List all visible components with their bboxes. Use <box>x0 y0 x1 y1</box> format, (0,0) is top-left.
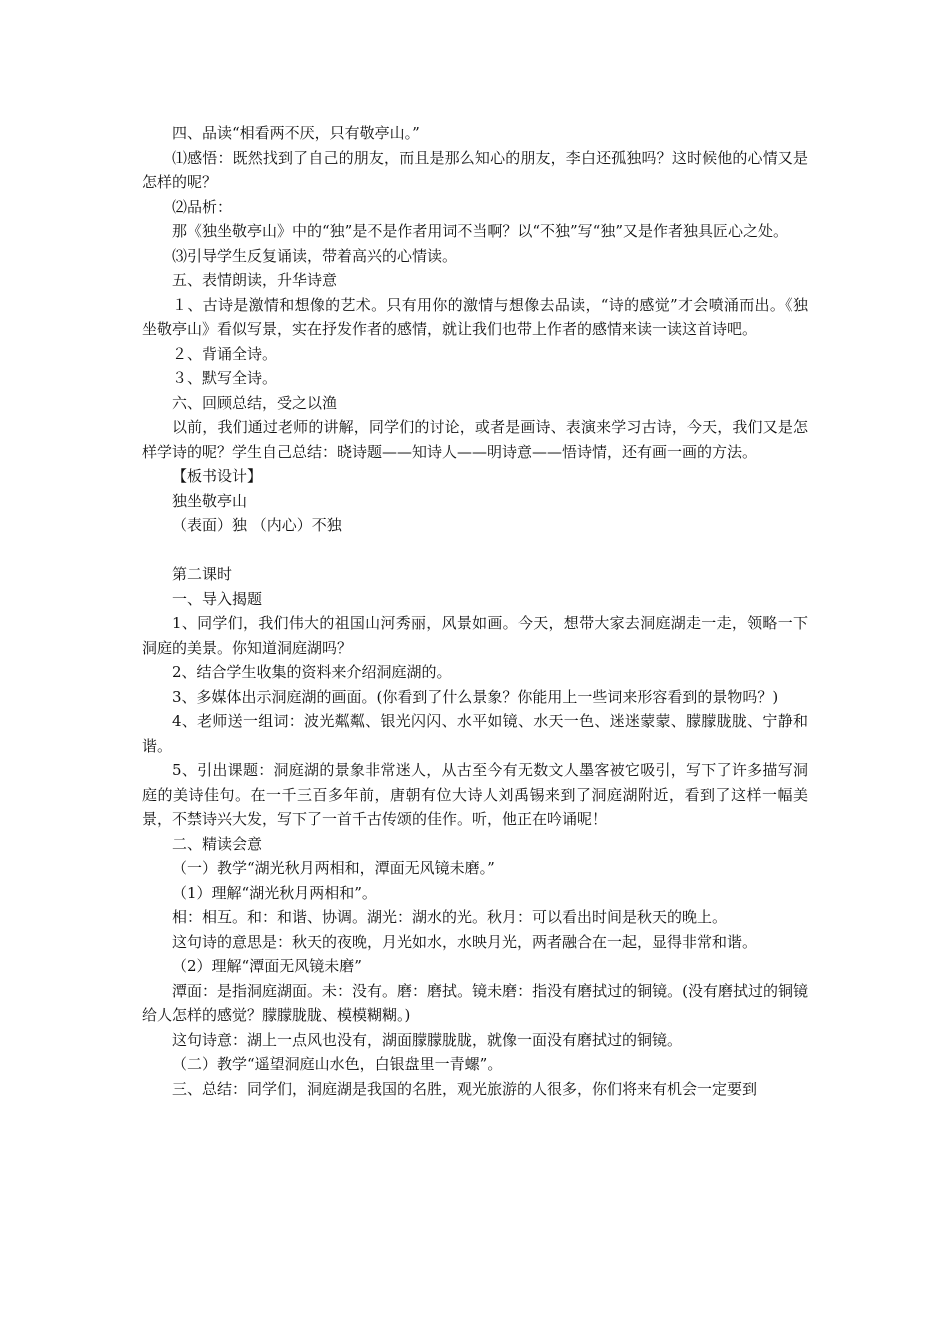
paragraph: ⑶引导学生反复诵读，带着高兴的心情读。 <box>172 246 458 265</box>
section-heading-2: 二、精读会意 <box>172 834 263 853</box>
section-heading-1: 一、导入揭题 <box>172 589 263 608</box>
paragraph: １、古诗是激情和想像的艺术。只有用你的激情与想像去品读，“诗的感觉”才会喷涌而出。《独坐敬亭山》看似写景，实在抒发作者的感情，就让我们也带上作者的感情来读一读这首诗吧。 <box>142 295 808 338</box>
paragraph: （2）理解“潭面无风镜未磨” <box>172 957 362 975</box>
paragraph: 这句诗的意思是：秋天的夜晚，月光如水，水映月光，两者融合在一起，显得非常和谐。 <box>172 932 758 951</box>
paragraph: （二）教学“遥望洞庭山水色，白银盘里一青螺”。 <box>172 1055 503 1073</box>
paragraph: 3、多媒体出示洞庭湖的画面。(你看到了什么景象？你能用上一些词来形容看到的景物吗？) <box>172 687 779 706</box>
board-design-title: 独坐敬亭山 <box>172 491 248 510</box>
paragraph: （一）教学“湖光秋月两相和，潭面无风镜未磨。” <box>172 859 495 877</box>
paragraph: 那《独坐敬亭山》中的“独”是不是作者用词不当啊？以“不独”写“独”又是作者独具匠心之处。 <box>172 222 789 240</box>
blank-line <box>142 538 808 563</box>
section-heading-4: 四、品读“相看两不厌，只有敬亭山。” <box>172 124 420 142</box>
paragraph: ３、默写全诗。 <box>172 369 278 387</box>
lesson-heading: 第二课时 <box>172 565 233 583</box>
board-design-content: （表面）独 （内心）不独 <box>172 516 342 534</box>
document-body <box>142 121 808 1101</box>
section-heading-6: 六、回顾总结，受之以渔 <box>172 393 338 412</box>
board-design-heading: 【板书设计】 <box>172 467 263 485</box>
paragraph: 这句诗意：湖上一点风也没有，湖面朦朦胧胧，就像一面没有磨拭过的铜镜。 <box>172 1030 683 1049</box>
section-heading-5: 五、表情朗读，升华诗意 <box>172 271 338 289</box>
paragraph: ⑴感悟：既然找到了自己的朋友，而且是那么知心的朋友，李白还孤独吗？这时候他的心情又是怎样的呢？ <box>142 148 808 191</box>
paragraph: 2、结合学生收集的资料来介绍洞庭湖的。 <box>172 663 452 681</box>
paragraph: ２、背诵全诗。 <box>172 344 278 363</box>
paragraph: （1）理解“湖光秋月两相和”。 <box>172 883 377 902</box>
paragraph: 4、老师送一组词：波光粼粼、银光闪闪、水平如镜、水天一色、迷迷蒙蒙、朦朦胧胧、宁静和谐。 <box>142 712 808 755</box>
paragraph: ⑵品析： <box>172 197 233 216</box>
paragraph: 以前，我们通过老师的讲解，同学们的讨论，或者是画诗、表演来学习古诗，今天，我们又是怎样学诗的呢？学生自己总结：晓诗题——知诗人——明诗意——悟诗情，还有画一画的方法。 <box>142 418 808 461</box>
paragraph: 相：相互。和：和谐、协调。湖光：湖水的光。秋月：可以看出时间是秋天的晚上。 <box>172 908 728 926</box>
paragraph: 5、引出课题：洞庭湖的景象非常迷人，从古至今有无数文人墨客被它吸引，写下了许多描写洞庭的美诗佳句。在一千三百多年前，唐朝有位大诗人刘禹锡来到了洞庭湖附近，看到了这样一幅美景，不禁诗兴大发，写下了一首千古传颂的佳作。听，他正在吟诵呢！ <box>142 761 808 828</box>
section-heading-3: 三、总结：同学们，洞庭湖是我国的名胜，观光旅游的人很多，你们将来有机会一定要到 <box>172 1079 758 1098</box>
paragraph: 1、同学们，我们伟大的祖国山河秀丽，风景如画。今天，想带大家去洞庭湖走一走，领略一下洞庭的美景。你知道洞庭湖吗？ <box>142 614 808 657</box>
paragraph: 潭面：是指洞庭湖面。未：没有。磨：磨拭。镜未磨：指没有磨拭过的铜镜。(没有磨拭过的铜镜给人怎样的感觉？朦朦胧胧、模模糊糊。) <box>142 981 808 1024</box>
